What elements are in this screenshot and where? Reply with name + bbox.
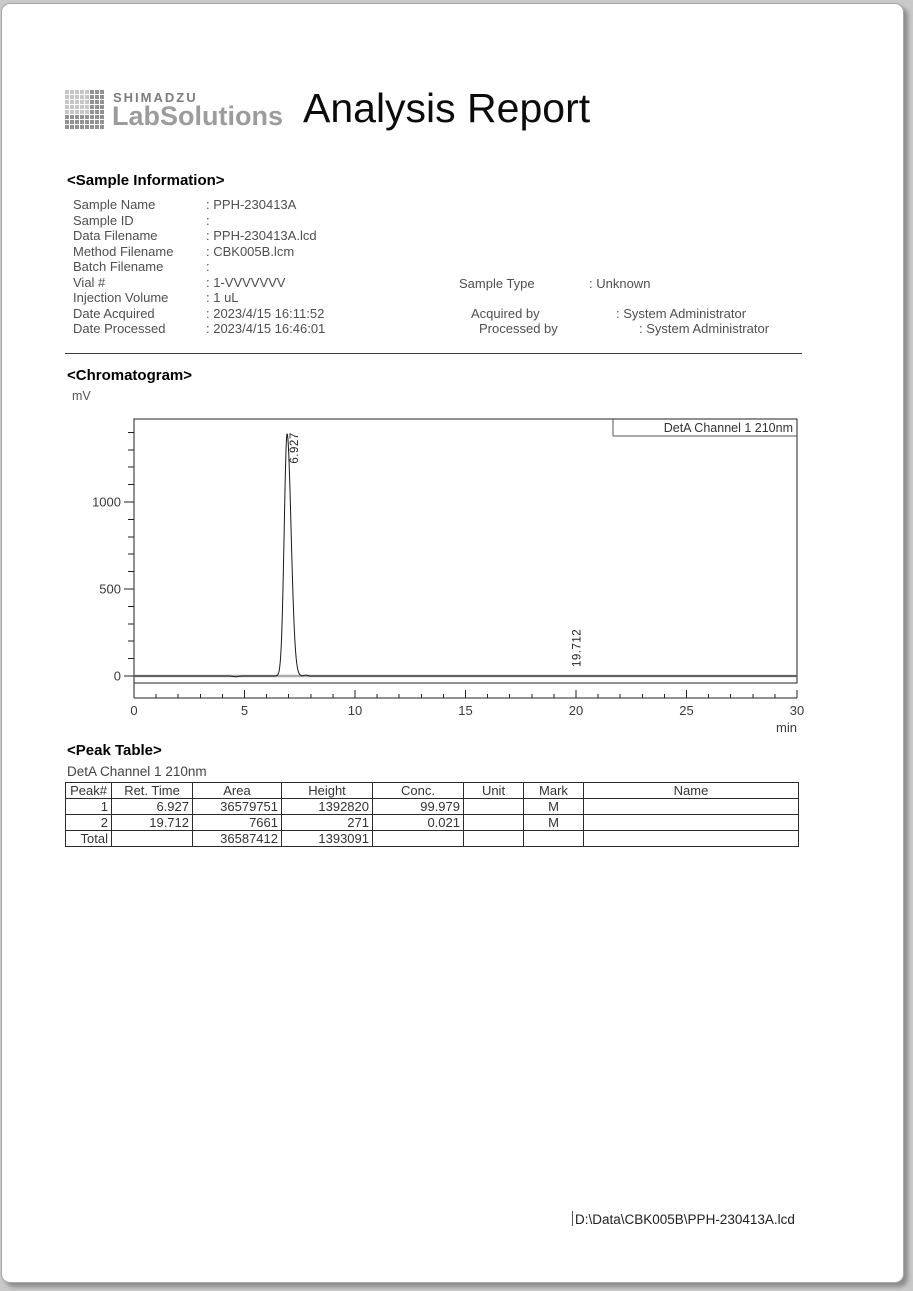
logo-grid-cell	[100, 110, 104, 114]
logo-grid-cell	[65, 90, 69, 94]
logo-grid-cell	[100, 105, 104, 109]
sample-information-list	[73, 197, 325, 337]
legend-label: DetA Channel 1 210nm	[663, 421, 793, 435]
logo-grid-cell	[90, 105, 94, 109]
peak-table	[65, 782, 799, 847]
logo-grid-cell	[70, 95, 74, 99]
sample-info-label: Date Acquired	[73, 305, 155, 321]
logo-grid-cell	[75, 125, 79, 129]
logo-grid-cell	[85, 105, 89, 109]
sample-info-label: Injection Volume	[73, 290, 169, 305]
logo-grid-cell	[100, 90, 104, 94]
logo-grid-cell	[75, 120, 79, 124]
sample-info-row	[73, 228, 325, 244]
logo-grid-cell	[75, 115, 79, 119]
y-axis-major	[92, 495, 134, 684]
logo-grid-cell	[75, 90, 79, 94]
logo-grid-cell	[95, 100, 99, 104]
logo-grid-cell	[65, 105, 69, 109]
logo-grid-cell	[65, 95, 69, 99]
legend-box	[613, 419, 797, 436]
sample-info-value: : PPH-230413A	[206, 197, 297, 212]
peak-table-cell: 19.712	[112, 815, 193, 831]
peak-rt-label: 19.712	[571, 628, 584, 667]
peak-table-cell: 1393091	[282, 831, 373, 847]
logo-grid-cell	[75, 110, 79, 114]
section-divider	[65, 353, 802, 354]
peak-table-cell: M	[524, 815, 584, 831]
sample-info-row	[73, 306, 325, 322]
logo-grid-cell	[90, 110, 94, 114]
peak-table-cell: 271	[282, 815, 373, 831]
peak-table-heading: <Peak Table>	[67, 742, 162, 759]
logo-grid-cell	[95, 110, 99, 114]
logo-grid-cell	[65, 120, 69, 124]
peak-table-cell	[584, 831, 799, 847]
logo-grid-cell	[90, 120, 94, 124]
logo-grid-cell	[75, 100, 79, 104]
logo-grid-cell	[95, 125, 99, 129]
y-axis	[128, 432, 134, 658]
x-tick-label: 20	[568, 703, 584, 718]
logo-grid-cell	[65, 100, 69, 104]
logo-grid-cell	[100, 100, 104, 104]
logo-grid-cell	[100, 95, 104, 99]
logo-grid-cell	[65, 125, 69, 129]
logo-grid-cell	[80, 95, 84, 99]
processed-by-label: Processed by	[479, 321, 558, 336]
sample-info-value: : 1-VVVVVVV	[206, 274, 286, 290]
peak-table-header-cell: Name	[584, 783, 799, 799]
logo-grid-cell	[70, 120, 74, 124]
peak-table-cell	[584, 815, 799, 831]
logo-grid-cell	[85, 115, 89, 119]
plot-border	[134, 419, 797, 683]
logo-grid-cell	[85, 95, 89, 99]
logo-grid-cell	[70, 90, 74, 94]
logo-grid-cell	[70, 110, 74, 114]
brand-shimadzu-label: SHIMADZU	[113, 90, 198, 105]
sample-info-value: :	[206, 212, 210, 228]
logo-grid-cell	[80, 90, 84, 94]
peak-table-header-row	[66, 783, 799, 799]
report-content	[1, 1, 913, 1291]
peak-table-cell: 36579751	[193, 799, 282, 815]
page-title: Analysis Report	[303, 85, 591, 131]
logo-grid-cell	[90, 115, 94, 119]
logo-grid-cell	[85, 120, 89, 124]
sample-info-row	[73, 290, 325, 306]
x-tick-label: 5	[240, 703, 249, 718]
logo-grid-cell	[100, 115, 104, 119]
peak-table-cell	[524, 831, 584, 847]
sample-info-label: Data Filename	[73, 228, 158, 243]
sample-info-value: :	[206, 259, 210, 274]
text-cursor	[572, 1211, 573, 1226]
sample-info-label: Batch Filename	[73, 259, 164, 274]
y-tick-label: 500	[99, 581, 121, 597]
peak-table-cell	[112, 831, 193, 847]
logo-grid-cell	[85, 110, 89, 114]
x-tick-label: 30	[789, 703, 805, 718]
shimadzu-logo-icon	[65, 90, 104, 129]
sample-info-value: : 2023/4/15 16:46:01	[206, 321, 326, 336]
peak-table-row	[66, 831, 799, 847]
sample-info-row	[73, 197, 325, 213]
peak-table-header-cell: Ret. Time	[112, 783, 193, 799]
sample-info-value: : CBK005B.lcm	[206, 243, 295, 259]
sample-information-heading: <Sample Information>	[67, 172, 225, 189]
report-page	[1, 3, 904, 1283]
trace-line	[134, 434, 797, 677]
x-axis-unit-label: min	[776, 720, 797, 735]
sample-info-label: Sample Name	[73, 197, 156, 212]
peak-table-cell: 6.927	[112, 799, 193, 815]
sample-info-label: Date Processed	[73, 321, 166, 336]
chromatogram-plot	[61, 409, 806, 744]
y-tick-label: 1000	[92, 494, 121, 510]
chromatogram-svg	[61, 409, 806, 744]
sample-info-value: : 2023/4/15 16:11:52	[206, 305, 325, 321]
peak-table-cell: 1	[66, 799, 112, 815]
logo-grid-cell	[95, 105, 99, 109]
peak-rt-label: 6.927	[289, 432, 302, 464]
sample-type-label: Sample Type	[459, 276, 535, 291]
processed-by-row	[479, 321, 769, 336]
logo-grid-cell	[70, 115, 74, 119]
peak-table-header-cell: Conc.	[373, 783, 464, 799]
footer-file-path	[572, 1211, 795, 1227]
sample-info-label: Method Filename	[73, 243, 174, 259]
logo-grid-cell	[90, 95, 94, 99]
logo-grid-cell	[95, 115, 99, 119]
logo-grid-cell	[85, 90, 89, 94]
logo-grid-cell	[80, 105, 84, 109]
peak-table-header-cell: Area	[193, 783, 282, 799]
acquired-by-row	[471, 306, 746, 321]
peak-table-cell: Total	[66, 831, 112, 847]
x-axis-labels	[130, 703, 804, 735]
y-axis-unit-label: mV	[72, 389, 91, 403]
logo-grid-cell	[85, 100, 89, 104]
brand-labsolutions-label: LabSolutions	[112, 101, 283, 131]
peak-table-cell: 99.979	[373, 799, 464, 815]
peak-table-cell: 7661	[193, 815, 282, 831]
x-tick-label: 0	[130, 703, 138, 718]
peak-table-header-cell: Peak#	[66, 783, 112, 799]
logo-grid-cell	[80, 120, 84, 124]
logo-grid-cell	[95, 95, 99, 99]
x-tick-label: 15	[458, 703, 473, 718]
logo-grid-cell	[95, 90, 99, 94]
x-tick-label: 25	[679, 703, 694, 718]
peak-table-row	[66, 815, 799, 831]
logo-grid-cell	[100, 125, 104, 129]
peak-table-cell: 1392820	[282, 799, 373, 815]
file-path-text: D:\Data\CBK005B\PPH-230413A.lcd	[575, 1212, 795, 1227]
x-tick-label: 10	[347, 703, 363, 718]
sample-info-label: Sample ID	[73, 212, 134, 228]
sample-info-label: Vial #	[73, 274, 106, 290]
logo-grid-cell	[80, 100, 84, 104]
peak-table-cell	[464, 799, 524, 815]
peak-table-cell	[373, 831, 464, 847]
logo-grid-cell	[70, 125, 74, 129]
peak-table-channel-label: DetA Channel 1 210nm	[67, 764, 207, 779]
acquired-by-value: : System Administrator	[616, 306, 747, 321]
logo-grid-cell	[80, 110, 84, 114]
sample-info-value: : 1 uL	[206, 290, 239, 305]
peak-table-cell	[464, 831, 524, 847]
sample-type-row	[459, 276, 650, 291]
logo-grid-cell	[75, 105, 79, 109]
logo-grid-cell	[85, 125, 89, 129]
peak-table-cell: 0.021	[373, 815, 464, 831]
sample-info-row	[73, 321, 325, 337]
peak-table-header-cell: Height	[282, 783, 373, 799]
chromatogram-heading: <Chromatogram>	[67, 367, 193, 384]
processed-by-value: : System Administrator	[639, 321, 770, 336]
peak-table-cell: 36587412	[193, 831, 282, 847]
sample-info-row	[73, 259, 325, 275]
logo-grid-cell	[90, 90, 94, 94]
sample-info-row	[73, 213, 325, 229]
sample-info-row	[73, 244, 325, 260]
logo-grid-cell	[100, 120, 104, 124]
logo-grid-cell	[80, 125, 84, 129]
peak-table-cell	[464, 815, 524, 831]
peak-table-header-cell: Mark	[524, 783, 584, 799]
peak-table-row	[66, 799, 799, 815]
sample-info-value: : PPH-230413A.lcd	[206, 228, 317, 243]
logo-grid-cell	[95, 120, 99, 124]
logo-grid-cell	[65, 115, 69, 119]
y-tick-label: 0	[113, 668, 121, 684]
sample-type-value: : Unknown	[589, 276, 651, 291]
peak-table-cell: M	[524, 799, 584, 815]
peak-table-cell	[584, 799, 799, 815]
x-axis	[134, 683, 797, 698]
logo-grid-cell	[70, 105, 74, 109]
logo-grid-cell	[70, 100, 74, 104]
logo-grid-cell	[75, 95, 79, 99]
acquired-by-label: Acquired by	[471, 306, 540, 321]
peak-table-cell: 2	[66, 815, 112, 831]
sample-info-row	[73, 275, 325, 291]
logo-grid-cell	[90, 125, 94, 129]
logo-grid-cell	[80, 115, 84, 119]
peak-table-header-cell: Unit	[464, 783, 524, 799]
logo-grid-cell	[65, 110, 69, 114]
logo-grid-cell	[90, 100, 94, 104]
